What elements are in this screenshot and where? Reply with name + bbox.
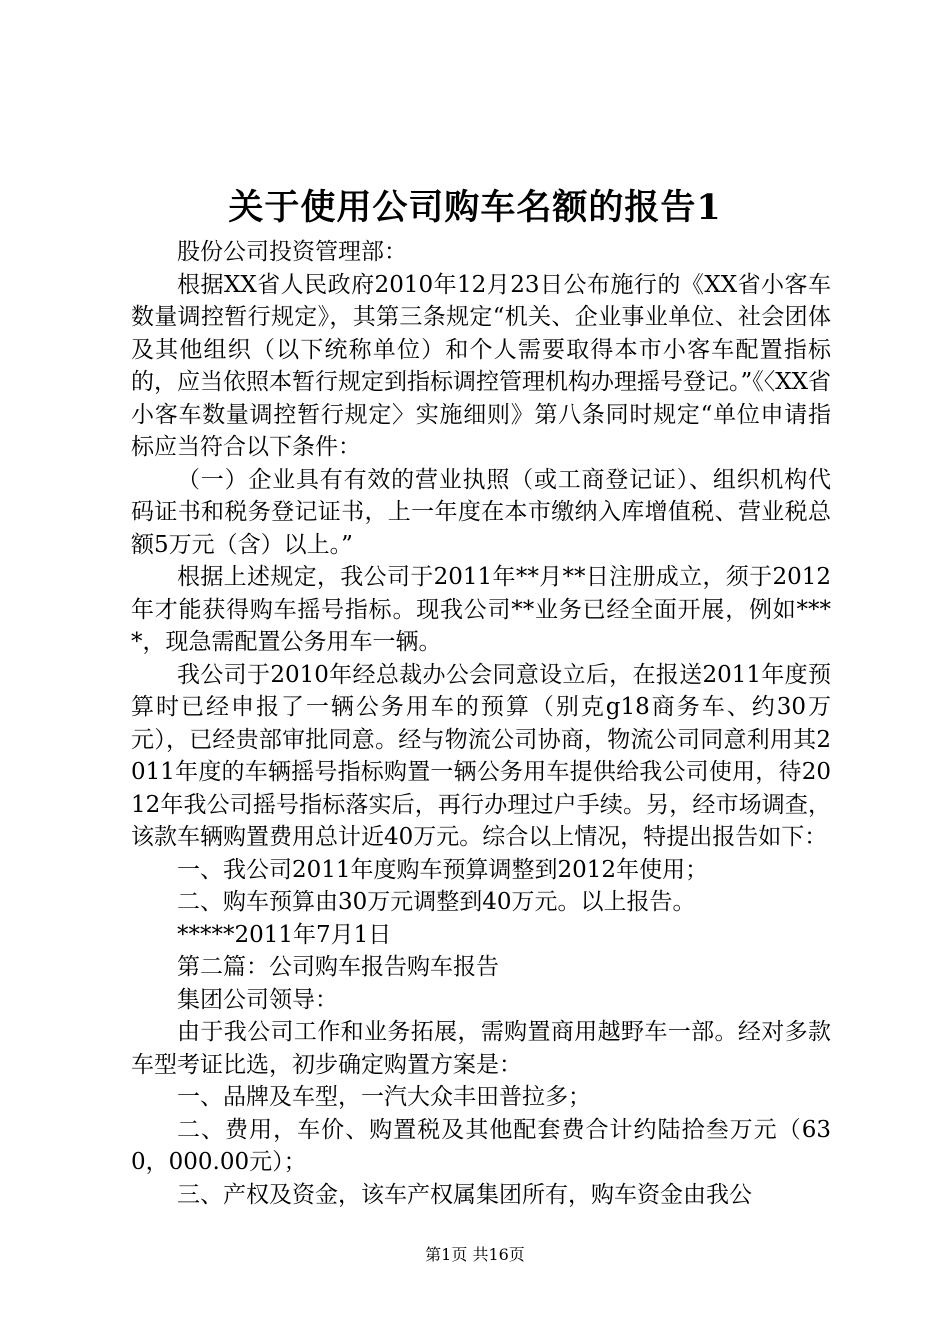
paragraph-purchase-reason: 由于我公司工作和业务拓展，需购置商用越野车一部。经对多款车型考证比选，初步确定购置方案是： bbox=[131, 1019, 831, 1078]
paragraph-condition-one: （一）企业具有有效的营业执照（或工商登记证）、组织机构代码证书和税务登记证书，上一年度在本市缴纳入库增值税、营业税总额5万元（含）以上。” bbox=[131, 466, 831, 558]
paragraph-signature-date: *****2011年7月1日 bbox=[177, 921, 392, 948]
paragraph-second-article-heading: 第二篇：公司购车报告购车报告 bbox=[177, 954, 499, 980]
document-body bbox=[131, 236, 831, 1211]
paragraph-second-addressee: 集团公司领导： bbox=[177, 986, 338, 1013]
paragraph-company-status: 根据上述规定，我公司于2011年**月**日注册成立，须于2012年才能获得购车摇号指标。现我公司**业务已经全面开展，例如****，现急需配置公务用车一辆。 bbox=[131, 564, 831, 655]
paragraph-cost: 二、费用，车价、购置税及其他配套费合计约陆拾叁万元（630，000.00元）； bbox=[131, 1116, 831, 1175]
paragraph-request-one: 一、我公司2011年度购车预算调整到2012年使用； bbox=[177, 856, 709, 883]
paragraph-addressee: 股份公司投资管理部： bbox=[177, 239, 407, 265]
paragraph-regulation: 根据XX省人民政府2010年12月23日公布施行的《XX省小客车数量调控暂行规定》，其第三条规定“机关、企业事业单位、社会团体及其他组织（以下统称单位）和个人需要取得本市小客车配置指标的，应当依照本暂行规定到指标调控管理机构办理摇号登记。”《〈XX省小客车数量调控暂行规定〉实施细则》第八条同时规定“单位申请指标应当符合以下条件： bbox=[131, 271, 832, 460]
paragraph-brand-model: 一、品牌及车型，一汽大众丰田普拉多； bbox=[177, 1084, 591, 1110]
paragraph-budget-history: 我公司于2010年经总裁办公会同意设立后，在报送2011年度预算时已经申报了一辆公务用车的预算（别克g18商务车、约30万元），已经贵部审批同意。经与物流公司协商，物流公司同意利用其2011年度的车辆摇号指标购置一辆公务用车提供给我公司使用，待2012年我公司摇号指标落实后，再行办理过户手续。另，经市场调查，该款车辆购置费用总计近40万元。综合以上情况，特提出报告如下： bbox=[131, 661, 831, 850]
paragraph-ownership-funding: 三、产权及资金，该车产权属集团所有，购车资金由我公 bbox=[177, 1181, 752, 1208]
page-footer: 第1页 共16页 bbox=[425, 1245, 525, 1264]
paragraph-request-two: 二、购车预算由30万元调整到40万元。以上报告。 bbox=[177, 889, 696, 915]
document-title: 关于使用公司购车名额的报告1 bbox=[228, 187, 722, 228]
